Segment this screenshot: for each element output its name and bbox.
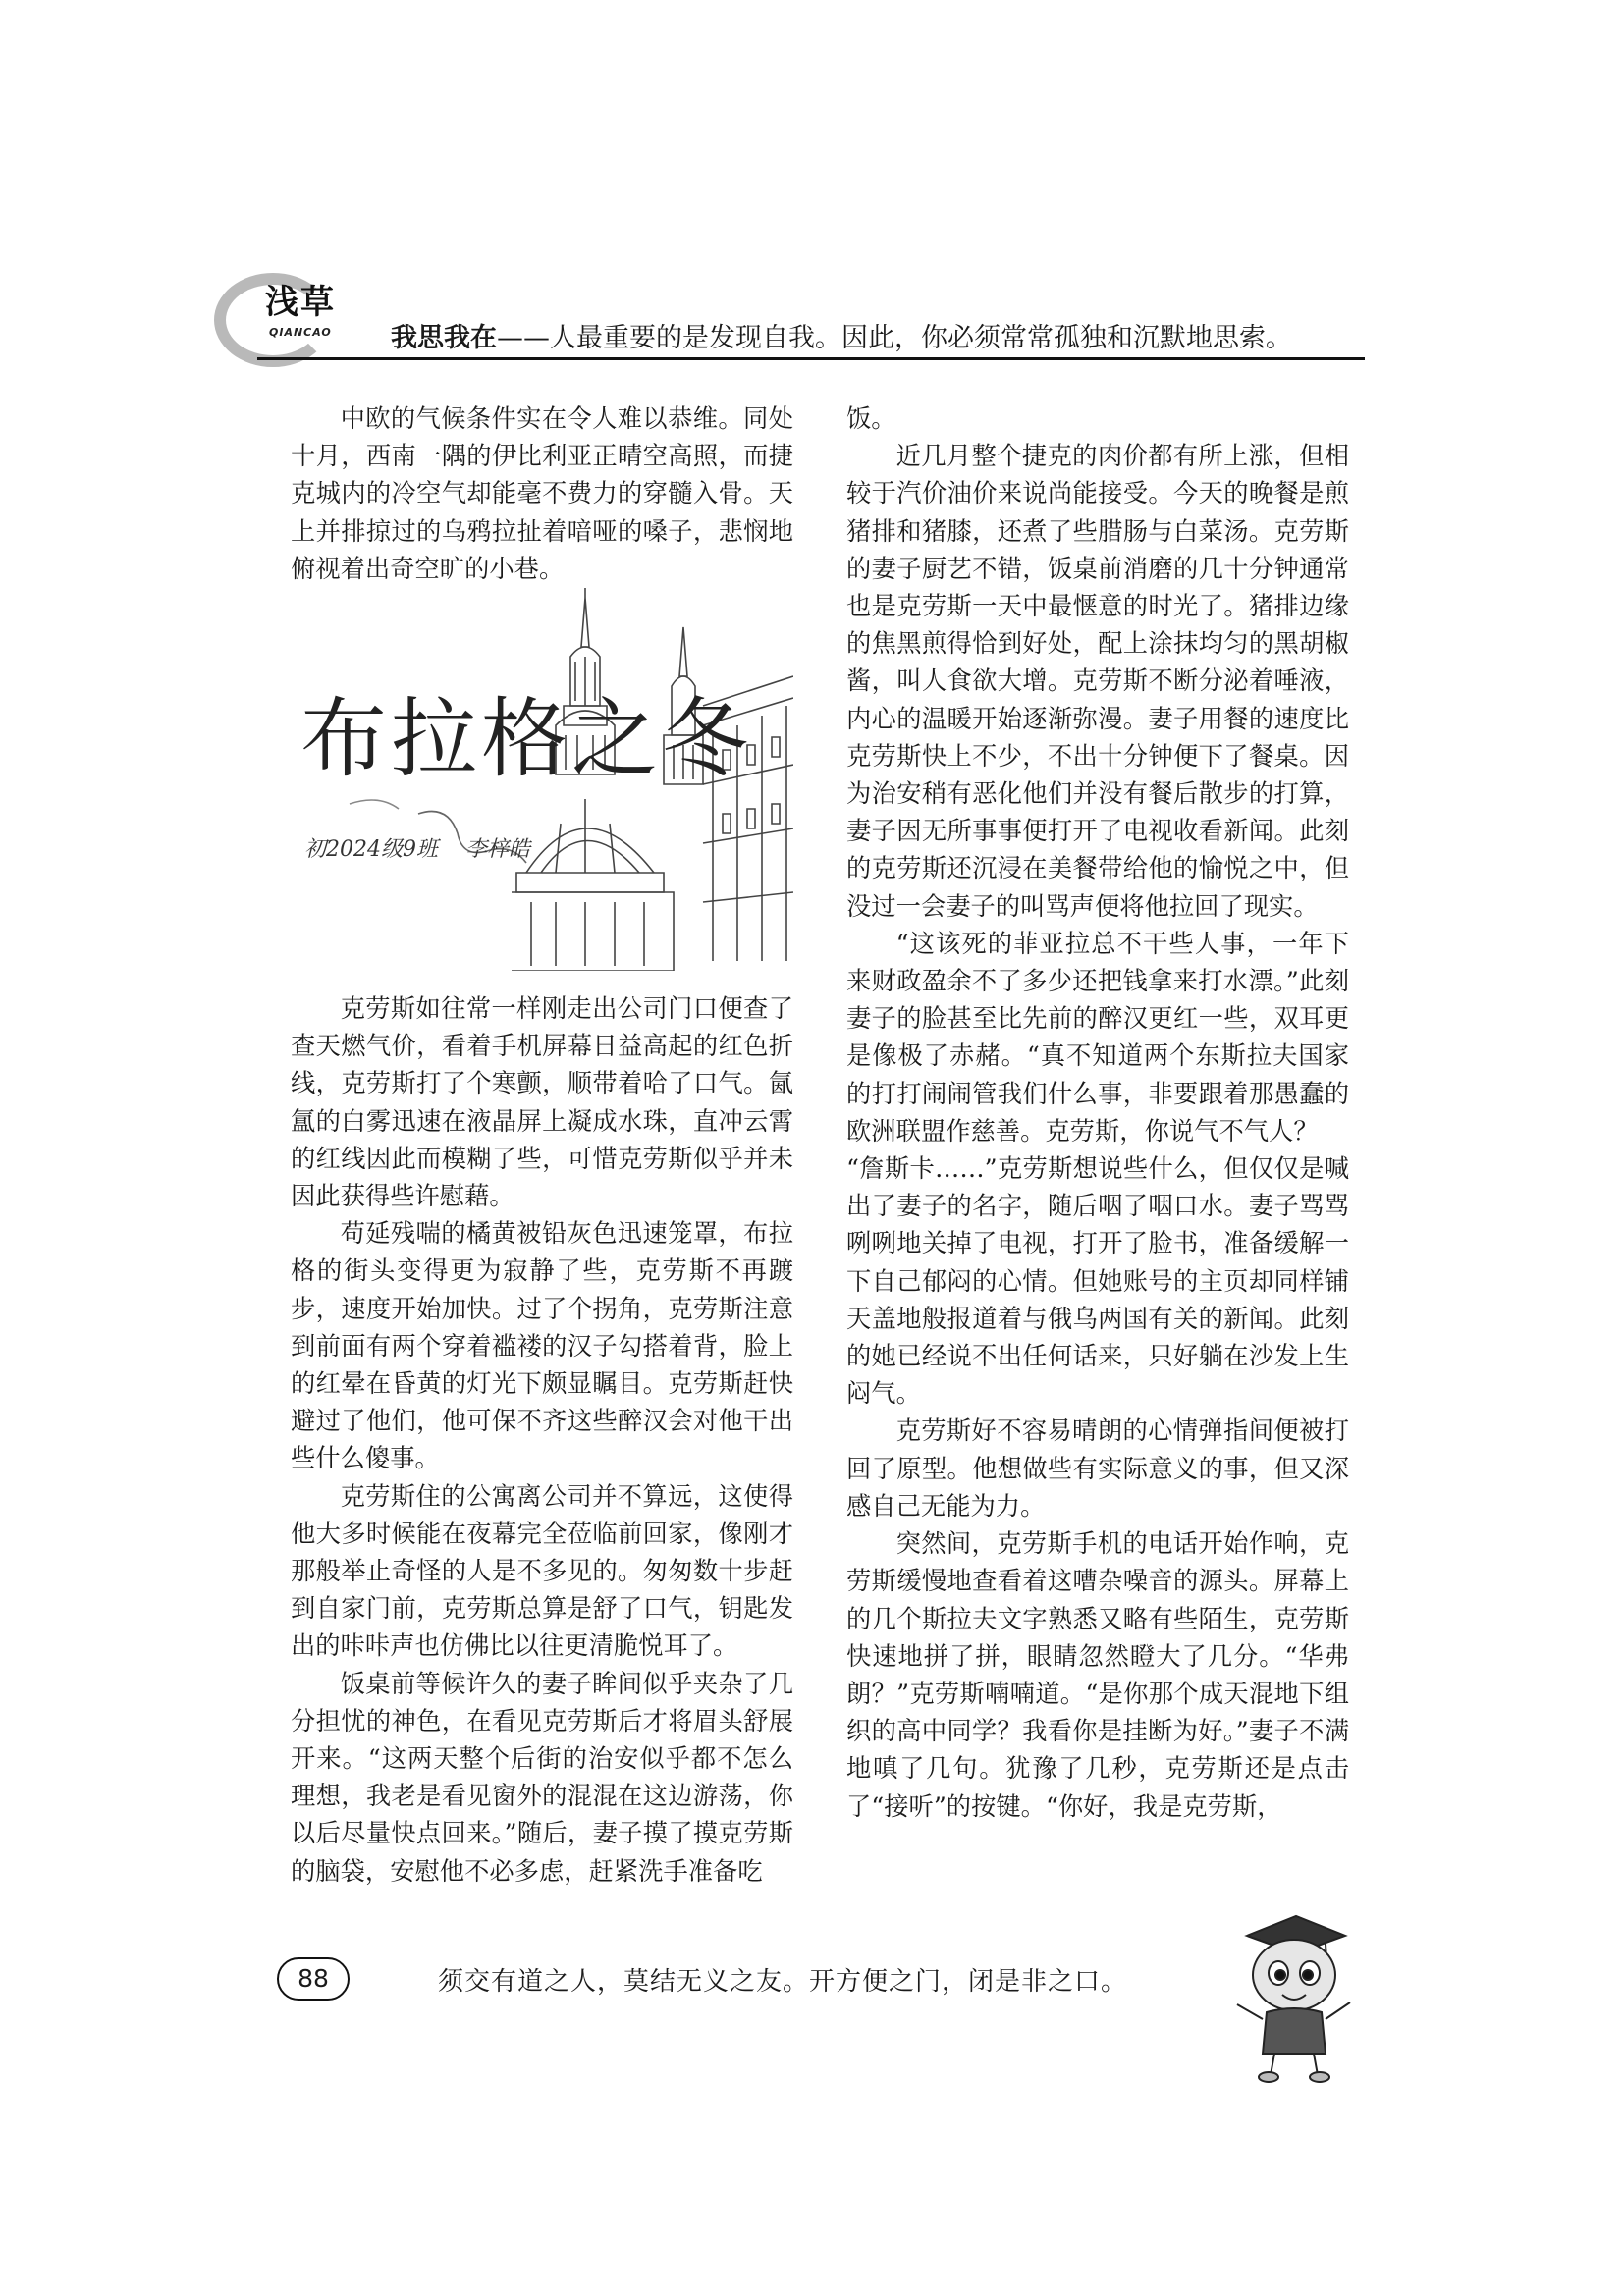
body-paragraph-continued: 饭。 bbox=[846, 404, 896, 433]
footer-motto: 须交有道之人，莫结无义之友。开方便之门，闭是非之口。 bbox=[438, 1967, 1128, 1997]
right-column bbox=[846, 400, 1349, 1826]
page-number: 88 bbox=[277, 1957, 350, 2001]
header-motto-text: ——人最重要的是发现自我。因此，你必须常常孤独和沉默地思索。 bbox=[497, 323, 1292, 353]
intro-paragraph: 中欧的气候条件实在令人难以恭维。同处十月，西南一隅的伊比利亚正晴空高照，而捷克城内的冷空气却能毫不费力的穿髓入骨。天上并排掠过的乌鸦拉扯着喑哑的嗓子，悲悯地俯视着出奇空旷的小巷。 bbox=[291, 404, 793, 583]
body-paragraph: “这该死的菲亚拉总不干些人事，一年下来财政盈余不了多少还把钱拿来打水漂。”此刻妻子的脸甚至比先前的醉汉更红一些，双耳更是像极了赤赭。“真不知道两个东斯拉夫国家的打打闹闹管我们什么事，非要跟着那愚蠢的欧洲联盟作慈善。克劳斯，你说气不气人？ bbox=[846, 929, 1349, 1146]
byline bbox=[304, 831, 530, 869]
logo-text: 浅草 bbox=[265, 283, 336, 322]
article-title: 布拉格之冬 bbox=[300, 688, 753, 790]
scholar-mascot-icon bbox=[1218, 1896, 1365, 2083]
left-column bbox=[291, 400, 793, 1891]
body-paragraph: 近几月整个捷克的肉价都有所上涨，但相较于汽价油价来说尚能接受。今天的晚餐是煎猪排和猪膝，还煮了些腊肠与白菜汤。克劳斯的妻子厨艺不错，饭桌前消磨的几十分钟通常也是克劳斯一天中最惬意的时光了。猪排边缘的焦黑煎得恰到好处，配上涂抹均匀的黑胡椒酱，叫人食欲大增。克劳斯不断分泌着唾液，内心的温暖开始逐渐弥漫。妻子用餐的速度比克劳斯快上不少，不出十分钟便下了餐桌。因为治安稍有恶化他们并没有餐后散步的打算，妻子因无所事事便打开了电视收看新闻。此刻的克劳斯还沉浸在美餐带给他的愉悦之中，但没过一会妻子的叫骂声便将他拉回了现实。 bbox=[846, 442, 1349, 921]
body-paragraph: 苟延残喘的橘黄被铅灰色迅速笼罩，布拉格的街头变得更为寂静了些，克劳斯不再踱步，速度开始加快。过了个拐角，克劳斯注意到前面有两个穿着褴褛的汉子勾搭着背，脸上的红晕在昏黄的灯光下颇显瞩目。克劳斯赶快避过了他们，他可保不齐这些醉汉会对他干出些什么傻事。 bbox=[291, 1219, 793, 1473]
header-rule bbox=[257, 357, 1365, 360]
body-paragraph: 克劳斯如往常一样刚走出公司门口便查了查天燃气价，看着手机屏幕日益高起的红色折线，克劳斯打了个寒颤，顺带着哈了口气。氤氲的白雾迅速在液晶屏上凝成水珠，直冲云霄的红线因此而模糊了些，可惜克劳斯似乎并未因此获得些许慰藉。 bbox=[291, 994, 793, 1211]
header-motto bbox=[391, 316, 1292, 354]
author-class: 初2024级9班 bbox=[304, 837, 438, 863]
title-block bbox=[291, 588, 793, 971]
body-paragraph: “詹斯卡……”克劳斯想说些什么，但仅仅是喊出了妻子的名字，随后咽了咽口水。妻子骂骂咧咧地关掉了电视，打开了脸书，准备缓解一下自己郁闷的心情。但她账号的主页却同样铺天盖地般报道着与俄乌两国有关的新闻。此刻的她已经说不出任何话来，只好躺在沙发上生闷气。 bbox=[846, 1154, 1349, 1409]
body-paragraph: 突然间，克劳斯手机的电话开始作响，克劳斯缓慢地查看着这嘈杂噪音的源头。屏幕上的几个斯拉夫文字熟悉又略有些陌生，克劳斯快速地拼了拼，眼睛忽然瞪大了几分。“华弗朗？”克劳斯喃喃道。“是你那个成天混地下组织的高中同学？我看你是挂断为好。”妻子不满地嗔了几句。犹豫了几秒，克劳斯还是点击了“接听”的按键。“你好，我是克劳斯， bbox=[846, 1529, 1349, 1821]
body-paragraph: 饭桌前等候许久的妻子眸间似乎夹杂了几分担忧的神色，在看见克劳斯后才将眉头舒展开来。“这两天整个后街的治安似乎都不怎么理想，我老是看见窗外的混混在这边游荡，你以后尽量快点回来。”随后，妻子摸了摸克劳斯的脑袋，安慰他不必多虑，赶紧洗手准备吃 bbox=[291, 1669, 793, 1886]
author-name: 李梓皓 bbox=[465, 837, 531, 863]
body-paragraph: 克劳斯住的公寓离公司并不算远，这使得他大多时候能在夜幕完全莅临前回家，像刚才那般举止奇怪的人是不多见的。匆匆数十步赶到自家门前，克劳斯总算是舒了口气，钥匙发出的咔咔声也仿佛比以往更清脆悦耳了。 bbox=[291, 1481, 793, 1661]
body-paragraph: 克劳斯好不容易晴朗的心情弹指间便被打回了原型。他想做些有实际意义的事，但又深感自己无能为力。 bbox=[846, 1416, 1349, 1521]
column-name: 我思我在 bbox=[391, 323, 497, 353]
logo-subtitle: QIANCAO bbox=[269, 326, 332, 339]
